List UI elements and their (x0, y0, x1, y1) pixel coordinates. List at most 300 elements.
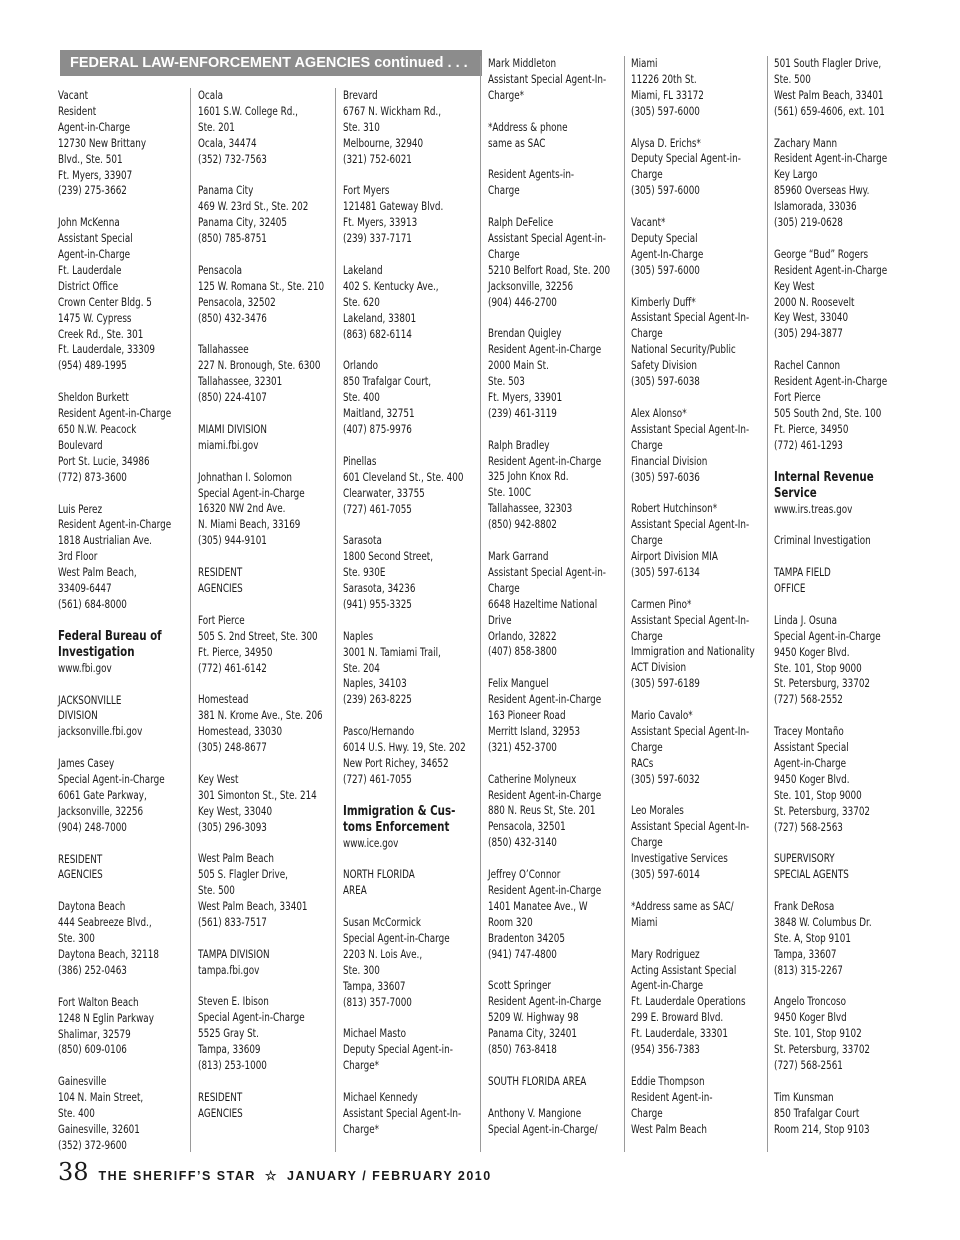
entry-line: Ft. Pierce, 34950 (198, 645, 273, 659)
agency-website[interactable] (774, 502, 908, 518)
entry-line: Ste. A, Stop 9101 (774, 931, 851, 945)
entry-line: Special Agent-in-Charge (198, 486, 305, 500)
footer-publication (99, 1168, 492, 1184)
entry-line: AREA (343, 884, 367, 898)
entry-line: 650 N.W. Peacock (58, 423, 137, 436)
entry-line: Daytona Beach, 32118 (58, 948, 159, 961)
entry-line: (352) 732-7563 (198, 152, 267, 166)
entry-line: Investigative Services (631, 852, 728, 866)
entry-line: Charge (631, 438, 663, 452)
entry-line: 163 Pioneer Road (488, 709, 566, 723)
directory-entry (343, 1026, 477, 1074)
entry-line: 1475 W. Cypress (58, 311, 132, 325)
directory-entry (343, 915, 477, 1010)
directory-entry (343, 724, 477, 788)
page-footer (58, 1158, 492, 1188)
entry-line: Room 320 (488, 915, 533, 929)
directory-entry (58, 502, 192, 613)
entry-line: tampa.fbi.gov (198, 963, 260, 977)
entry-line: Pensacola, 32501 (488, 820, 566, 834)
entry-line: Resident Agent-in-Charge (774, 263, 888, 277)
directory-entry (488, 549, 622, 660)
entry-line: Charge (488, 581, 520, 595)
entry-line: 402 S. Kentucky Ave., (343, 279, 439, 293)
entry-line: Agent-in-Charge (774, 756, 847, 770)
entry-line: Blvd., Ste. 501 (58, 152, 123, 166)
directory-entry (343, 183, 477, 247)
entry-line: Resident Agent-in-Charge (58, 407, 172, 421)
entry-line: Ft. Myers, 33901 (488, 390, 563, 404)
entry-line: 33409-6447 (58, 582, 112, 596)
directory-entry (631, 1074, 765, 1138)
entry-line: Ft. Lauderdale Operations (631, 995, 746, 1009)
entry-line: (305) 219-0628 (774, 216, 843, 230)
entry-line: Sarasota, 34236 (343, 582, 416, 596)
entry-line: (850) 224-4107 (198, 391, 267, 405)
entry-line: Assistant Special (774, 741, 849, 755)
directory-entry (198, 692, 332, 756)
entry-line: RESIDENT (58, 852, 103, 866)
entry-line: Jeffrey O’Connor (488, 868, 561, 882)
directory-entry (198, 1090, 332, 1122)
directory-entry (198, 772, 332, 836)
entry-line: Key West, 33040 (774, 311, 849, 325)
entry-line: New Port Richey, 34652 (343, 756, 449, 770)
entry-line: Ste. 101, Stop 9000 (774, 788, 862, 802)
entry-line: (305) 597-6038 (631, 375, 700, 389)
entry-line: Resident Agent-in-Charge (774, 375, 888, 389)
entry-line: (813) 357-7000 (343, 995, 412, 1009)
entry-line: (850) 432-3476 (198, 311, 267, 325)
entry-line: Pensacola (198, 263, 243, 277)
entry-line: 6014 U.S. Hwy. 19, Ste. 202 (343, 741, 466, 755)
entry-line: Resident (58, 104, 97, 118)
directory-entry (198, 565, 332, 597)
directory-entry (774, 565, 908, 597)
entry-line: (772) 873-3600 (58, 470, 127, 484)
entry-line: Key West (198, 772, 239, 786)
entry-line: SUPERVISORY (774, 852, 835, 866)
entry-line: Jacksonville, 32256 (488, 279, 574, 293)
entry-line: Leo Morales (631, 804, 684, 818)
entry-line: 1248 N Eglin Parkway (58, 1011, 154, 1025)
entry-line: Felix Manguel (488, 677, 549, 691)
entry-line: RESIDENT (198, 1090, 243, 1104)
entry-line: Resident Agent-in-Charge (488, 883, 602, 897)
entry-line: (239) 263-8225 (343, 693, 412, 707)
entry-line: (727) 568-2563 (774, 820, 843, 834)
entry-line: 12730 New Brittany (58, 136, 147, 150)
entry-line: SPECIAL AGENTS (774, 868, 849, 882)
website-link[interactable]: www.fbi.gov (58, 661, 112, 675)
agency-heading-line: Immigration & Cus- (343, 803, 456, 819)
entry-line: Ste. 300 (343, 963, 380, 977)
entry-line: Deputy Special (631, 231, 698, 245)
entry-line: Assistant Special Agent-In- (631, 820, 750, 834)
page-number: 38 (58, 1158, 89, 1186)
entry-line: National Security/Public (631, 343, 736, 357)
entry-line: (561) 684-8000 (58, 597, 127, 611)
agency-website[interactable] (58, 661, 192, 677)
directory-entry (58, 995, 192, 1059)
entry-line: Boulevard (58, 438, 103, 452)
directory-entry (343, 454, 477, 518)
directory-column-4 (488, 56, 622, 1153)
entry-line: Resident Agent-in- (631, 1090, 713, 1104)
entry-line: Pensacola, 32502 (198, 295, 276, 309)
entry-line: Panama City, 32401 (488, 1027, 577, 1041)
entry-line: Ste. 500 (198, 884, 235, 898)
directory-entry (774, 247, 908, 342)
entry-line: Orlando, 32822 (488, 629, 557, 643)
entry-line: Pinellas (343, 454, 377, 468)
entry-line: 5210 Belfort Road, Ste. 200 (488, 263, 611, 277)
entry-line: (305) 944-9101 (198, 534, 267, 548)
entry-line: Ft. Lauderdale, 33309 (58, 343, 156, 357)
entry-line: St. Petersburg, 33702 (774, 804, 871, 818)
column-divider (480, 56, 481, 1152)
entry-line: 104 N. Main Street, (58, 1091, 144, 1105)
entry-line: (561) 659-4606, ext. 101 (774, 104, 885, 118)
entry-line: Special Agent-in-Charge (343, 932, 450, 946)
directory-column-3 (343, 88, 477, 1154)
entry-line: Crown Center Bldg. 5 (58, 295, 152, 309)
entry-line: (305) 597-6000 (631, 184, 700, 198)
directory-entry (343, 1090, 477, 1138)
entry-line: Ft. Lauderdale (58, 263, 122, 277)
entry-line: (850) 609-0106 (58, 1043, 127, 1057)
entry-line: (239) 337-7171 (343, 232, 412, 246)
entry-line: AGENCIES (198, 1106, 243, 1120)
directory-entry (198, 470, 332, 550)
directory-entry (774, 899, 908, 979)
entry-line: Ste. 204 (343, 661, 380, 675)
entry-line: (305) 597-6000 (631, 263, 700, 277)
entry-line: Orlando (343, 359, 378, 373)
website-link[interactable]: www.irs.treas.gov (774, 502, 853, 516)
entry-line: Tracey Montaño (774, 725, 844, 739)
directory-entry (343, 358, 477, 438)
directory-entry (198, 613, 332, 677)
entry-line: ACT Division (631, 661, 687, 675)
entry-line: Tallahassee (198, 343, 249, 357)
agency-heading (58, 629, 192, 661)
entry-line: Ralph Bradley (488, 438, 550, 452)
entry-line: Tampa, 33609 (198, 1043, 261, 1057)
entry-line: Special Agent-in-Charge/ (488, 1122, 598, 1136)
entry-line: St. Petersburg, 33702 (774, 677, 871, 691)
entry-line: Kimberly Duff* (631, 295, 696, 309)
entry-line: 850 Trafalgar Court, (343, 375, 432, 389)
entry-line: Catherine Molyneux (488, 772, 577, 786)
entry-line: West Palm Beach (631, 1122, 707, 1136)
entry-line: Homestead, 33030 (198, 725, 283, 739)
entry-line: AGENCIES (58, 868, 103, 882)
entry-line: Resident Agent-in-Charge (488, 788, 602, 802)
website-link[interactable]: www.ice.gov (343, 836, 399, 850)
entry-line: (305) 597-6134 (631, 565, 700, 579)
entry-line: Charge* (488, 88, 525, 102)
entry-line: 880 N. Reus St, Ste. 201 (488, 804, 596, 818)
directory-entry (631, 136, 765, 200)
entry-line: Safety Division (631, 359, 697, 373)
agency-heading (774, 470, 908, 502)
entry-line: Special Agent-in-Charge (774, 629, 881, 643)
entry-line: 9450 Koger Blvd. (774, 772, 850, 786)
entry-line: Criminal Investigation (774, 534, 871, 548)
entry-line: Naples, 34103 (343, 677, 407, 691)
entry-line: (305) 296-3093 (198, 820, 267, 834)
entry-line: NORTH FLORIDA (343, 868, 415, 882)
directory-entry (488, 676, 622, 756)
entry-line: Resident Agent-in-Charge (58, 518, 172, 532)
entry-line: MIAMI DIVISION (198, 422, 267, 436)
entry-line: 9450 Koger Blvd (774, 1011, 847, 1025)
directory-entry (631, 295, 765, 390)
agency-heading-line: Federal Bureau of (58, 628, 162, 644)
entry-line: 469 W. 23rd St., Ste. 202 (198, 200, 309, 214)
entry-line: Panama City, 32405 (198, 216, 287, 230)
entry-line: (321) 452-3700 (488, 740, 557, 754)
entry-line: 2000 N. Roosevelt (774, 295, 855, 309)
directory-entry (343, 629, 477, 709)
entry-line: District Office (58, 279, 119, 293)
agency-website[interactable] (343, 836, 477, 852)
entry-line: Scott Springer (488, 979, 552, 993)
column-divider (624, 56, 625, 1152)
entry-line: Ste. 310 (343, 120, 380, 134)
directory-entry (774, 994, 908, 1074)
entry-line: (813) 315-2267 (774, 963, 843, 977)
directory-entry (58, 1074, 192, 1154)
entry-line: Airport Division MIA (631, 550, 718, 564)
entry-line: 3rd Floor (58, 550, 98, 564)
directory-entry (198, 183, 332, 247)
entry-line: Resident Agent-in-Charge (488, 454, 602, 468)
entry-line: (850) 942-8802 (488, 518, 557, 532)
entry-line: Ocala, 34474 (198, 136, 257, 150)
entry-line: Angelo Troncoso (774, 995, 846, 1009)
directory-entry (774, 613, 908, 708)
entry-line: Merritt Island, 32953 (488, 724, 581, 738)
directory-entry (631, 406, 765, 486)
entry-line: (727) 568-2552 (774, 693, 843, 707)
entry-line: Key West (774, 279, 815, 293)
entry-line: 325 John Knox Rd. (488, 470, 569, 484)
entry-line: (407) 858-3800 (488, 645, 557, 659)
entry-line: Homestead (198, 693, 249, 707)
directory-entry (774, 851, 908, 883)
entry-line: (850) 432-3140 (488, 836, 557, 850)
entry-line: Fort Walton Beach (58, 995, 139, 1009)
entry-line: West Palm Beach, 33401 (774, 88, 884, 102)
entry-line: (954) 489-1995 (58, 359, 127, 373)
column-divider (767, 56, 768, 1152)
entry-line: Ste. 101, Stop 9102 (774, 1027, 862, 1041)
entry-line: Charge (631, 168, 663, 182)
entry-line: 1818 Austrialian Ave. (58, 534, 152, 548)
entry-line: same as SAC (488, 136, 546, 150)
directory-entry (488, 867, 622, 962)
entry-line: 381 N. Krome Ave., Ste. 206 (198, 709, 323, 723)
entry-line: Ralph DeFelice (488, 216, 554, 230)
directory-entry (58, 899, 192, 979)
entry-line: Ste. 620 (343, 295, 380, 309)
entry-line: Assistant Special Agent-in- (488, 231, 606, 245)
entry-line: Gainesville (58, 1075, 107, 1089)
entry-line: Immigration and Nationality (631, 645, 755, 659)
entry-line: Ft. Myers, 33913 (343, 216, 418, 230)
entry-line: Vacant* (631, 216, 666, 230)
entry-line: Zachary Mann (774, 136, 838, 150)
entry-line: Alysa D. Erichs* (631, 136, 701, 150)
entry-line: 505 South 2nd, Ste. 100 (774, 406, 882, 420)
entry-line: (305) 597-6032 (631, 772, 700, 786)
entry-line: Ste. 100C (488, 486, 532, 500)
directory-entry (58, 693, 192, 741)
entry-line: (352) 372-9600 (58, 1138, 127, 1152)
directory-entry (58, 852, 192, 884)
directory-entry (343, 867, 477, 899)
entry-line: Assistant Special Agent-In- (631, 311, 750, 325)
entry-line: 227 N. Bronough, Ste. 6300 (198, 359, 321, 373)
directory-entry (631, 597, 765, 692)
entry-line: Room 214, Stop 9103 (774, 1122, 870, 1136)
entry-line: Resident Agents-in- (488, 168, 575, 182)
entry-line: Mark Middleton (488, 57, 557, 70)
entry-line: (386) 252-0463 (58, 963, 127, 977)
entry-line: Sheldon Burkett (58, 391, 129, 405)
entry-line: Drive (488, 613, 512, 627)
entry-line: Ste. 300 (58, 932, 95, 946)
entry-line: DIVISION (58, 709, 98, 723)
entry-line: 2000 Main St. (488, 359, 549, 373)
entry-line: Special Agent-in-Charge (58, 773, 165, 787)
directory-entry (774, 136, 908, 231)
entry-line: Assistant Special Agent-in- (488, 565, 606, 579)
entry-line: Assistant Special Agent-In- (631, 613, 750, 627)
entry-line: Miami (631, 915, 658, 929)
entry-line: Charge (631, 836, 663, 850)
entry-line: 3848 W. Columbus Dr. (774, 915, 872, 929)
entry-line: 505 S. 2nd Street, Ste. 300 (198, 629, 318, 643)
entry-line: Deputy Special Agent-in- (343, 1043, 453, 1057)
entry-line: Rachel Cannon (774, 359, 841, 373)
entry-line: Deputy Special Agent-in- (631, 152, 741, 166)
entry-line: N. Miami Beach, 33169 (198, 518, 301, 532)
entry-line: Miami, FL 33172 (631, 88, 704, 102)
directory-column-6 (774, 56, 908, 1154)
entry-line: Creek Rd., Ste. 301 (58, 327, 144, 341)
directory-entry (488, 772, 622, 852)
entry-line: West Palm Beach, 33401 (198, 900, 308, 914)
directory-entry (58, 88, 192, 199)
entry-line: Ste. 400 (58, 1107, 95, 1121)
entry-line: (772) 461-1293 (774, 438, 843, 452)
entry-line: (305) 597-6036 (631, 470, 700, 484)
entry-line: (305) 597-6189 (631, 677, 700, 691)
directory-entry (488, 438, 622, 533)
directory-entry (774, 533, 908, 549)
entry-line: 501 South Flagler Drive, (774, 57, 882, 70)
entry-line: (239) 461-3119 (488, 406, 557, 420)
directory-column-1 (58, 88, 192, 1170)
entry-line: Resident Agent-in-Charge (488, 995, 602, 1009)
directory-entry (198, 88, 332, 168)
entry-line: Charge (631, 1106, 663, 1120)
entry-line: Alex Alonso* (631, 406, 687, 420)
entry-line: Brendan Quigley (488, 327, 562, 341)
entry-line: Agent-in-Charge (58, 248, 131, 262)
entry-line: Lakeland (343, 263, 383, 277)
entry-line: (954) 356-7383 (631, 1043, 700, 1057)
entry-line: (941) 747-4800 (488, 947, 557, 961)
directory-entry (631, 215, 765, 279)
entry-line: (305) 597-6000 (631, 104, 700, 118)
entry-line: Ste. 400 (343, 391, 380, 405)
entry-line: 299 E. Broward Blvd. (631, 1011, 724, 1025)
entry-line: (239) 275-3662 (58, 184, 127, 198)
entry-line: Brevard (343, 89, 378, 102)
entry-line: Tim Kunsman (774, 1090, 834, 1104)
entry-line: Ft. Myers, 33907 (58, 168, 133, 182)
directory-entry (198, 994, 332, 1074)
entry-line: 5525 Gray St. (198, 1027, 259, 1041)
entry-line: *Address same as SAC/ (631, 899, 734, 913)
entry-line: Ste. 503 (488, 375, 525, 389)
entry-line: Ste. 201 (198, 120, 235, 134)
star-icon: ☆ (264, 1168, 279, 1183)
directory-entry (631, 899, 765, 931)
entry-line: (305) 294-3877 (774, 327, 843, 341)
entry-line: 1800 Second Street, (343, 550, 434, 564)
directory-entry (488, 978, 622, 1058)
entry-line: Lakeland, 33801 (343, 311, 417, 325)
directory-entry (488, 1074, 622, 1090)
directory-entry (774, 1090, 908, 1138)
entry-line: Frank DeRosa (774, 900, 835, 914)
entry-line: Assistant Special (58, 232, 133, 246)
directory-entry (631, 947, 765, 1058)
entry-line: Fort Myers (343, 184, 390, 198)
entry-line: Eddie Thompson (631, 1074, 705, 1088)
directory-entry (631, 501, 765, 581)
entry-line: SOUTH FLORIDA AREA (488, 1074, 587, 1088)
directory-entry (58, 215, 192, 374)
entry-line: Special Agent-in-Charge (198, 1011, 305, 1025)
entry-line: (850) 785-8751 (198, 232, 267, 246)
entry-line: 125 W. Romana St., Ste. 210 (198, 279, 325, 293)
directory-entry (343, 88, 477, 168)
directory-entry (343, 533, 477, 613)
entry-line: 6767 N. Wickham Rd., (343, 104, 442, 118)
entry-line: Mario Cavalo* (631, 709, 693, 723)
entry-line: Acting Assistant Special (631, 963, 737, 977)
entry-line: Assistant Special Agent-In- (343, 1107, 462, 1120)
directory-entry (774, 724, 908, 835)
entry-line: (727) 461-7055 (343, 772, 412, 786)
entry-line: John McKenna (58, 216, 120, 230)
entry-line: 1601 S.W. College Rd., (198, 104, 298, 118)
entry-line: Tallahassee, 32303 (488, 502, 573, 516)
entry-line: miami.fbi.gov (198, 438, 259, 452)
entry-line: 1401 Manatee Ave., W (488, 899, 588, 913)
directory-entry (631, 708, 765, 788)
entry-line: Resident Agent-in-Charge (488, 693, 602, 707)
entry-line: Ste. 930E (343, 566, 386, 580)
entry-line: Assistant Special Agent-In- (631, 724, 750, 738)
entry-line: Johnathan I. Solomon (198, 470, 292, 484)
